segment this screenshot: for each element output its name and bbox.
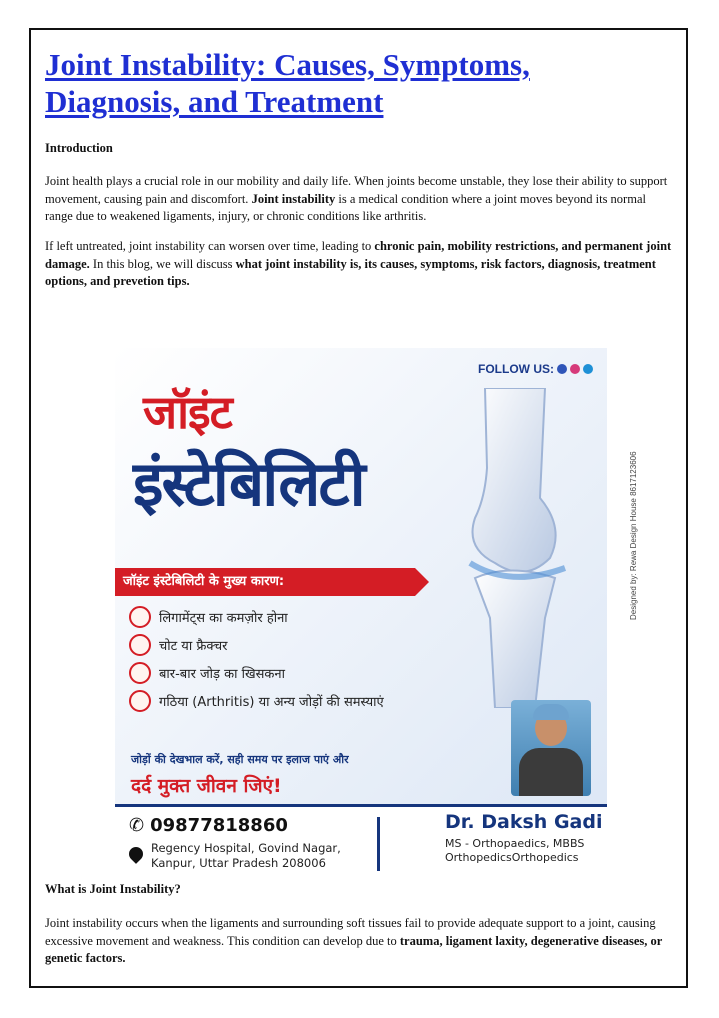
intro-paragraph-2: [45, 238, 673, 291]
text-run: In this blog, we will discuss: [89, 256, 236, 271]
page-title: Joint Instability: Causes, Symptoms, Diagnosis, and Treatment: [45, 47, 530, 119]
knee-joint-illustration: [415, 388, 595, 708]
cause-label: गठिया (Arthritis) या अन्य जोड़ों की समस्याएं: [159, 695, 384, 710]
doctor-name: Dr. Daksh Gadi: [445, 811, 603, 833]
fracture-icon: [129, 634, 151, 656]
address-line-1: Regency Hospital, Govind Nagar,: [151, 841, 341, 855]
phone-number[interactable]: [129, 815, 288, 836]
document-page: [29, 28, 688, 988]
care-slogan: दर्द मुक्त जीवन जिएं!: [131, 775, 282, 797]
bold-run: trauma, ligament laxity, degenerative diseases, or genetic factors.: [45, 933, 663, 965]
joint-instability-poster: [115, 348, 607, 878]
care-tagline: जोड़ों की देखभाल करें, सही समय पर इलाज पाएं और: [131, 753, 349, 766]
causes-banner: जॉइंट इंस्टेबिलिटी के मुख्य कारण:: [115, 568, 415, 596]
cause-item: [129, 634, 227, 656]
arthritis-icon: [129, 690, 151, 712]
doctor-qualifications: [445, 837, 584, 865]
location-pin-icon: [126, 844, 146, 864]
phone-value: 09877818860: [150, 815, 288, 836]
bold-run: chronic pain, mobility restrictions, and permanent joint damage.: [45, 239, 672, 271]
doctor-photo: [511, 700, 591, 796]
instagram-icon[interactable]: [570, 364, 580, 374]
phone-icon: ✆: [129, 815, 145, 836]
address-line-2: Kanpur, Uttar Pradesh 208006: [151, 856, 326, 870]
poster-footer: [115, 804, 607, 878]
twitter-icon[interactable]: [583, 364, 593, 374]
follow-us: [478, 362, 593, 376]
cause-item: [129, 662, 285, 684]
designer-credit: Designed by: Rewa Design House 8617123606: [629, 451, 638, 620]
section-heading: What is Joint Instability?: [45, 882, 181, 896]
follow-label: FOLLOW US:: [478, 362, 554, 376]
dislocation-icon: [129, 662, 151, 684]
text-run: Joint instability occurs when the ligaments and surrounding soft tissues fail to provide adequate support to a joint, causing excessive movement and weakness. This condition can develop due to: [45, 916, 656, 948]
cause-label: लिगामेंट्स का कमज़ोर होना: [159, 611, 288, 626]
cause-item: [129, 690, 384, 712]
poster-headline-1: जॉइंट: [143, 385, 232, 439]
doctor-qual-1: MS - Orthopaedics, MBBS: [445, 837, 585, 850]
poster-headline-2: इंस्टेबिलिटी: [133, 447, 364, 520]
cause-label: बार-बार जोड़ का खिसकना: [159, 667, 285, 682]
address: [129, 841, 341, 871]
bold-run: what joint instability is, its causes, symptoms, risk factors, diagnosis, treatment options, and prevetion tips.: [45, 256, 656, 288]
intro-paragraph-1: [45, 173, 673, 226]
text-run: is a medical condition where a joint moves beyond its normal range due to weakened ligaments, injury, or chronic conditions like arthritis.: [45, 191, 646, 223]
ligament-icon: [129, 606, 151, 628]
facebook-icon[interactable]: [557, 364, 567, 374]
section-paragraph: [45, 915, 673, 968]
cause-label: चोट या फ्रैक्चर: [159, 639, 228, 654]
cause-item: [129, 606, 288, 628]
footer-divider: [377, 817, 380, 871]
text-run: If left untreated, joint instability can worsen over time, leading to: [45, 239, 375, 253]
text-run: Joint health plays a crucial role in our mobility and daily life. When joints become unstable, they lose their ability to support movement, causing pain and discomfort.: [45, 174, 668, 206]
doctor-qual-2: OrthopedicsOrthopedics: [445, 851, 579, 864]
intro-heading: Introduction: [45, 141, 113, 155]
bold-run: Joint instability: [251, 191, 336, 206]
